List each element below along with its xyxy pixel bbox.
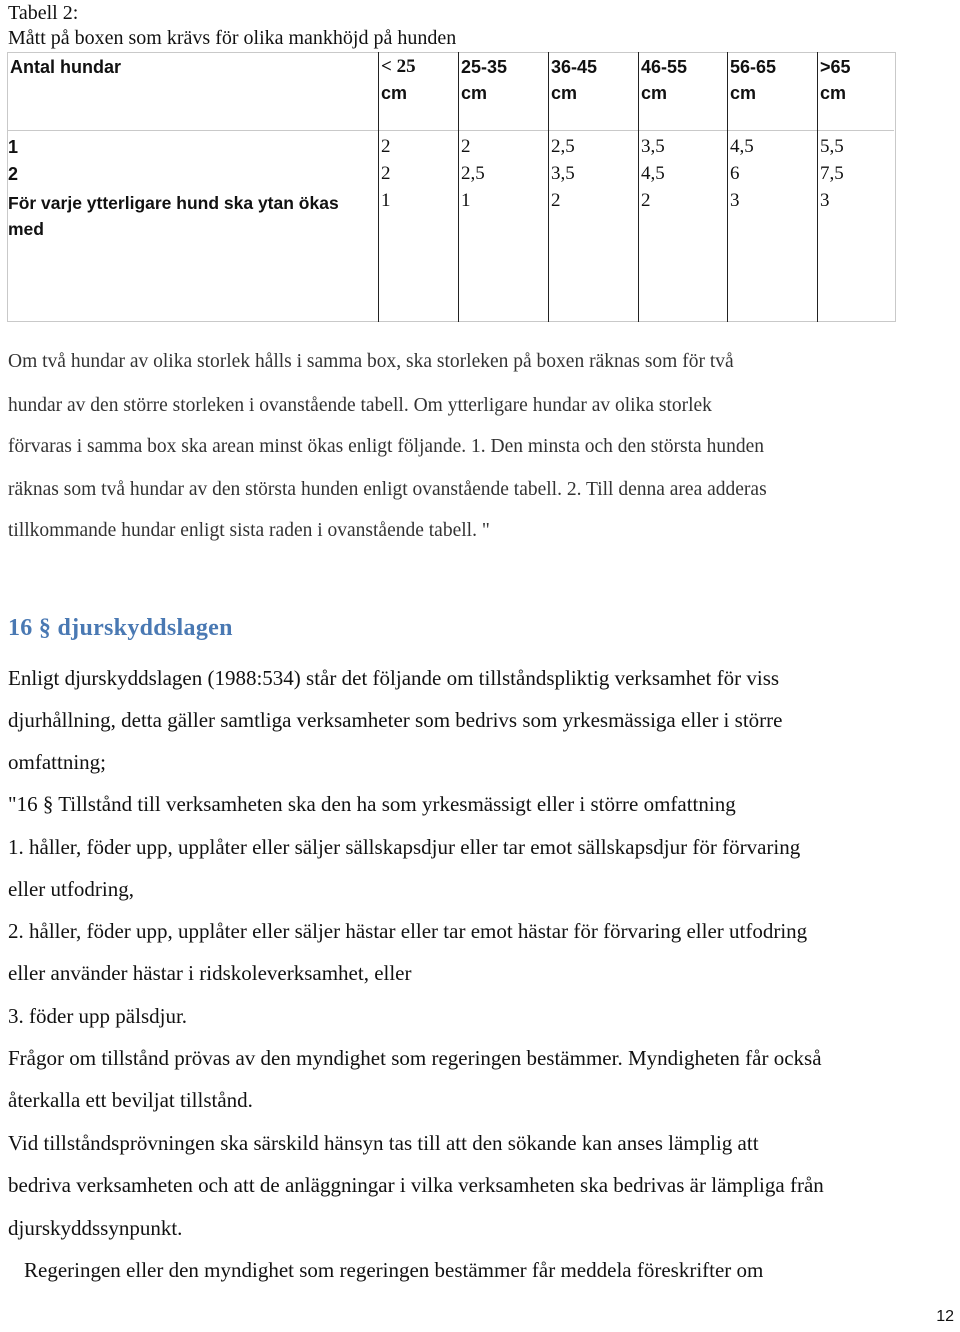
body-line: 3. föder upp pälsdjur.: [8, 1004, 188, 1028]
table-cell: 2,5: [551, 136, 575, 157]
header-col-5: 56-65: [730, 57, 777, 77]
table-cell: 4,5: [641, 163, 665, 184]
table-cell: 2: [641, 190, 651, 211]
paragraph-line: hundar av den större storleken i ovanstående tabell. Om ytterligare hundar av olika storlek: [8, 395, 712, 416]
row-label: 1: [8, 137, 19, 157]
header-col-4: 46-55: [641, 57, 688, 77]
paragraph-line: Om två hundar av olika storlek hålls i samma box, ska storleken på boxen räknas som för två: [8, 351, 734, 372]
column-divider: [817, 52, 818, 322]
body-line: återkalla ett beviljat tillstånd.: [8, 1088, 253, 1112]
column-divider: [548, 52, 549, 322]
body-line: Enligt djurskyddslagen (1988:534) står det följande om tillståndspliktig verksamhet för viss: [8, 666, 780, 690]
body-line: eller använder hästar i ridskoleverksamhet, eller: [8, 961, 412, 985]
table-cell: 2: [381, 136, 391, 157]
body-line: omfattning;: [8, 750, 106, 774]
paragraph-line: förvaras i samma box ska arean minst ökas enligt följande. 1. Den minsta och den största hunden: [8, 436, 764, 457]
header-col-1-unit: cm: [381, 83, 408, 103]
table-cell: 7,5: [820, 163, 844, 184]
column-divider: [458, 52, 459, 322]
column-divider: [727, 52, 728, 322]
body-line: djurhållning, detta gäller samtliga verksamheter som bedrivs som yrkesmässiga eller i större: [8, 708, 783, 732]
page-number: 12: [936, 1308, 954, 1325]
header-antal-hundar: Antal hundar: [10, 57, 121, 77]
paragraph-line: räknas som två hundar av den största hunden enligt ovanstående tabell. 2. Till denna area adderas: [8, 479, 767, 500]
header-col-4-unit: cm: [641, 83, 668, 103]
body-line: Frågor om tillstånd prövas av den myndighet som regeringen bestämmer. Myndigheten får också: [8, 1046, 822, 1070]
table-caption-label: Tabell 2:: [8, 2, 79, 24]
row-label: 2: [8, 164, 19, 184]
header-col-2-unit: cm: [461, 83, 488, 103]
body-line: Regeringen eller den myndighet som regeringen bestämmer får meddela föreskrifter om: [24, 1258, 764, 1282]
table-divider: [7, 130, 894, 131]
header-col-1: < 25: [381, 56, 416, 77]
body-line: Vid tillståndsprövningen ska särskild hänsyn tas till att den sökande kan anses lämplig att: [8, 1131, 759, 1155]
table-cell: 2: [381, 163, 391, 184]
header-col-3-unit: cm: [551, 83, 578, 103]
header-col-6-unit: cm: [820, 83, 847, 103]
table-cell: 2: [551, 190, 561, 211]
paragraph-line: tillkommande hundar enligt sista raden i ovanstående tabell. ": [8, 520, 490, 541]
header-col-2: 25-35: [461, 57, 508, 77]
table-cell: 4,5: [730, 136, 754, 157]
table-cell: 1: [381, 190, 391, 211]
table-cell: 3,5: [551, 163, 575, 184]
table-cell: 3: [820, 190, 830, 211]
header-col-3: 36-45: [551, 57, 598, 77]
body-line: "16 § Tillstånd till verksamheten ska den ha som yrkesmässigt eller i större omfattning: [8, 792, 736, 816]
body-line: djurskyddssynpunkt.: [8, 1216, 183, 1240]
table-cell: 2: [461, 136, 471, 157]
table-cell: 5,5: [820, 136, 844, 157]
body-line: bedriva verksamheten och att de anläggningar i vilka verksamheten ska bedrivas är lämpliga från: [8, 1173, 824, 1197]
table-caption-title: Mått på boxen som krävs för olika mankhöjd på hunden: [8, 27, 457, 49]
table-cell: 6: [730, 163, 740, 184]
body-line: 2. håller, föder upp, upplåter eller säljer hästar eller tar emot hästar för förvaring eller utfodring: [8, 919, 808, 943]
row-label: För varje ytterligare hund ska ytan ökas: [8, 193, 339, 213]
table-cell: 1: [461, 190, 471, 211]
table-cell: 3,5: [641, 136, 665, 157]
table-border: [7, 52, 896, 322]
row-label-continuation: med: [8, 219, 44, 239]
body-line: 1. håller, föder upp, upplåter eller säljer sällskapsdjur eller tar emot sällskapsdjur för förvaring: [8, 835, 801, 859]
table-cell: 3: [730, 190, 740, 211]
section-heading: 16 § djurskyddslagen: [8, 615, 233, 641]
table-cell: 2,5: [461, 163, 485, 184]
header-col-5-unit: cm: [730, 83, 757, 103]
body-line: eller utfodring,: [8, 877, 134, 901]
header-col-6: >65: [820, 57, 851, 77]
column-divider: [638, 52, 639, 322]
column-divider: [378, 52, 379, 322]
